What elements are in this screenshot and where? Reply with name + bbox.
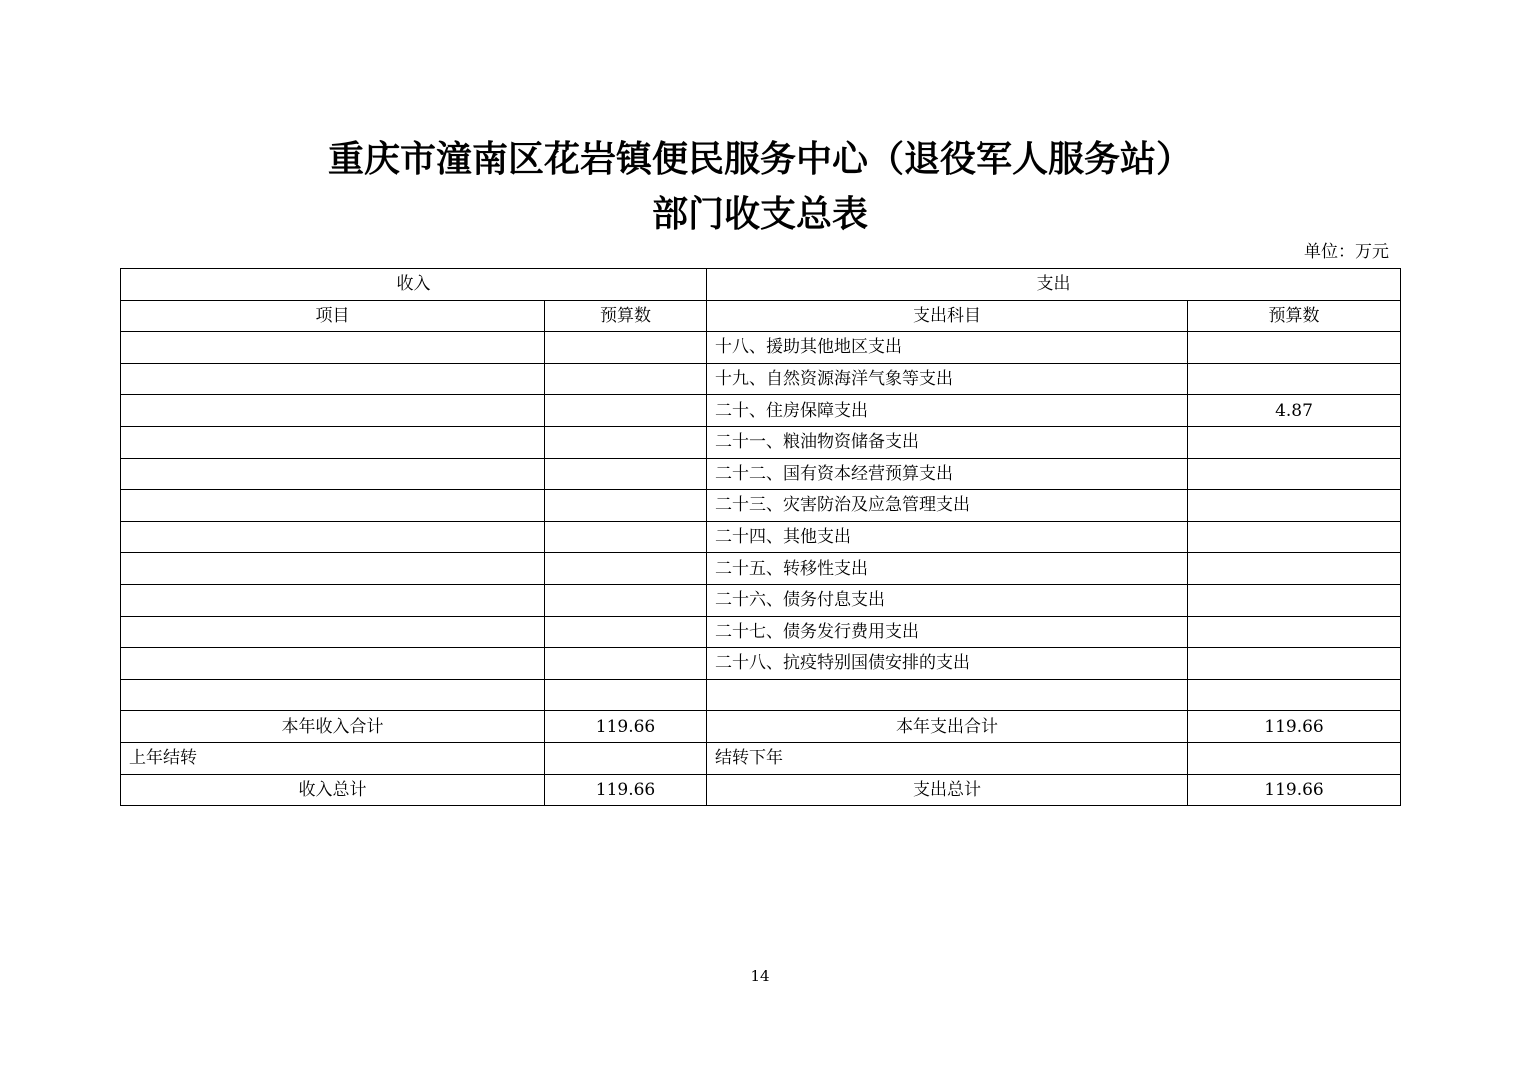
income-budget-cell	[545, 648, 707, 680]
expense-item-cell: 二十五、转移性支出	[707, 553, 1188, 585]
expense-item-cell: 二十八、抗疫特别国债安排的支出	[707, 648, 1188, 680]
income-item-cell	[121, 616, 545, 648]
income-budget-cell	[545, 490, 707, 522]
year-income-total-value: 119.66	[545, 711, 707, 743]
unit-label: 单位：万元	[1304, 242, 1389, 262]
income-item-cell	[121, 553, 545, 585]
total-expense-value: 119.66	[1188, 774, 1401, 806]
table-row	[121, 679, 1401, 711]
income-budget-cell	[545, 553, 707, 585]
income-budget-cell	[545, 426, 707, 458]
expense-budget-cell	[1188, 490, 1401, 522]
expense-item-cell: 二十、住房保障支出	[707, 395, 1188, 427]
page-title: 重庆市潼南区花岩镇便民服务中心（退役军人服务站）	[327, 138, 1192, 180]
income-budget-cell	[545, 458, 707, 490]
income-budget-cell	[545, 521, 707, 553]
expense-item-cell: 二十一、粮油物资储备支出	[707, 426, 1188, 458]
year-income-total-label: 本年收入合计	[121, 711, 545, 743]
income-item-cell	[121, 458, 545, 490]
income-item-cell	[121, 426, 545, 458]
expense-budget-cell: 4.87	[1188, 395, 1401, 427]
table-row	[121, 490, 1401, 522]
income-group-header: 收入	[121, 269, 707, 301]
expense-item-cell: 十八、援助其他地区支出	[707, 332, 1188, 364]
total-income-value: 119.66	[545, 774, 707, 806]
expense-budget-cell	[1188, 553, 1401, 585]
group-header-row	[121, 269, 1401, 301]
expense-budget-cell	[1188, 332, 1401, 364]
table-row	[121, 648, 1401, 680]
table-row	[121, 426, 1401, 458]
income-budget-cell	[545, 332, 707, 364]
income-item-cell	[121, 584, 545, 616]
carry-out-label: 结转下年	[707, 742, 1188, 774]
table-row	[121, 584, 1401, 616]
income-budget-cell	[545, 679, 707, 711]
total-income-label: 收入总计	[121, 774, 545, 806]
carryover-row	[121, 742, 1401, 774]
page-subtitle: 部门收支总表	[651, 193, 868, 235]
income-budget-cell	[545, 363, 707, 395]
expense-item-header: 支出科目	[707, 300, 1188, 332]
income-item-header: 项目	[121, 300, 545, 332]
table-row	[121, 521, 1401, 553]
income-item-cell	[121, 395, 545, 427]
expense-budget-cell	[1188, 521, 1401, 553]
expense-budget-cell	[1188, 679, 1401, 711]
income-item-cell	[121, 332, 545, 364]
table-row	[121, 395, 1401, 427]
total-expense-label: 支出总计	[707, 774, 1188, 806]
expense-budget-cell	[1188, 648, 1401, 680]
expense-item-cell	[707, 679, 1188, 711]
expense-item-cell: 二十三、灾害防治及应急管理支出	[707, 490, 1188, 522]
expense-group-header: 支出	[707, 269, 1401, 301]
income-item-cell	[121, 679, 545, 711]
expense-item-cell: 二十四、其他支出	[707, 521, 1188, 553]
expense-budget-header: 预算数	[1188, 300, 1401, 332]
income-expense-table	[120, 268, 1401, 806]
year-total-row	[121, 711, 1401, 743]
expense-item-cell: 二十六、债务付息支出	[707, 584, 1188, 616]
income-budget-header: 预算数	[545, 300, 707, 332]
column-header-row	[121, 300, 1401, 332]
income-item-cell	[121, 490, 545, 522]
expense-item-cell: 二十七、债务发行费用支出	[707, 616, 1188, 648]
income-item-cell	[121, 521, 545, 553]
table-row	[121, 363, 1401, 395]
table-row	[121, 553, 1401, 585]
grand-total-row	[121, 774, 1401, 806]
carry-out-value	[1188, 742, 1401, 774]
expense-budget-cell	[1188, 584, 1401, 616]
expense-item-cell: 十九、自然资源海洋气象等支出	[707, 363, 1188, 395]
year-expense-total-value: 119.66	[1188, 711, 1401, 743]
expense-budget-cell	[1188, 458, 1401, 490]
expense-budget-cell	[1188, 426, 1401, 458]
expense-budget-cell	[1188, 363, 1401, 395]
page-number: 14	[750, 967, 770, 985]
year-expense-total-label: 本年支出合计	[707, 711, 1188, 743]
carry-in-label: 上年结转	[121, 742, 545, 774]
income-budget-cell	[545, 584, 707, 616]
carry-in-value	[545, 742, 707, 774]
expense-budget-cell	[1188, 616, 1401, 648]
table-row	[121, 332, 1401, 364]
income-budget-cell	[545, 616, 707, 648]
income-item-cell	[121, 648, 545, 680]
table-row	[121, 458, 1401, 490]
income-item-cell	[121, 363, 545, 395]
expense-item-cell: 二十二、国有资本经营预算支出	[707, 458, 1188, 490]
table-row	[121, 616, 1401, 648]
income-budget-cell	[545, 395, 707, 427]
